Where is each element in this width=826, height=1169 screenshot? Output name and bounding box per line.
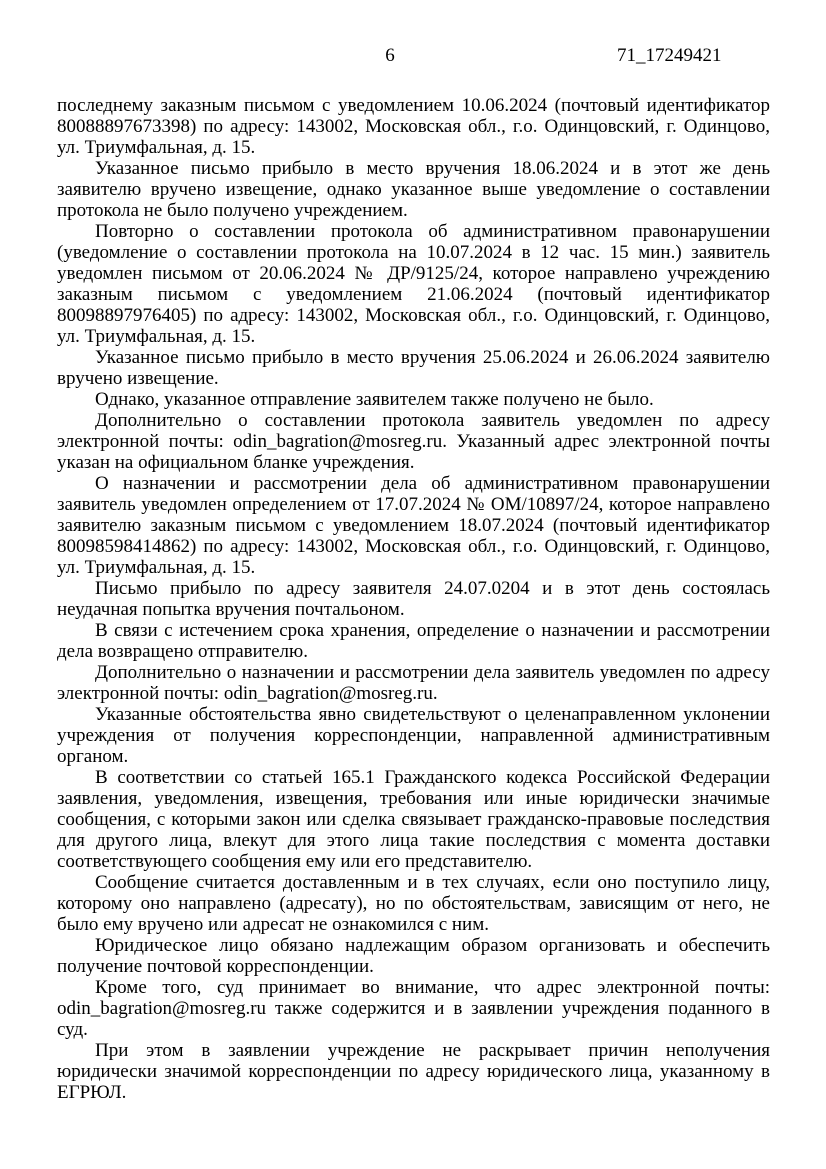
- case-number: 71_17249421: [617, 45, 722, 66]
- paragraph: Кроме того, суд принимает во внимание, что адрес электронной почты: odin_bagration@mosreg.ru также содержится и в заявлении учреждения поданного в суд.: [57, 977, 770, 1040]
- paragraph: Повторно о составлении протокола об административном правонарушении (уведомление о составлении протокола на 10.07.2024 в 12 час. 15 мин.) заявитель уведомлен письмом от 20.06.2024 № ДР/9125/24, которое направлено учреждению заказным письмом с уведомлением 21.06.2024 (почтовый идентификатор 80098897976405) по адресу: 143002, Московская обл., г.о. Одинцовский, г. Одинцово, ул. Триумфальная, д. 15.: [57, 221, 770, 347]
- document-body: [57, 95, 770, 1103]
- paragraph: Однако, указанное отправление заявителем также получено не было.: [95, 389, 654, 410]
- paragraph: При этом в заявлении учреждение не раскрывает причин неполучения юридически значимой корреспонденции по адресу юридического лица, указанному в ЕГРЮЛ.: [57, 1040, 770, 1103]
- paragraph: Дополнительно о составлении протокола заявитель уведомлен по адресу электронной почты: odin_bagration@mosreg.ru. Указанный адрес электронной почты указан на официальном бланке учреждения.: [57, 410, 770, 473]
- paragraph: Юридическое лицо обязано надлежащим образом организовать и обеспечить получение почтовой корреспонденции.: [57, 935, 770, 977]
- paragraph: Сообщение считается доставленным и в тех случаях, если оно поступило лицу, которому оно направлено (адресату), но по обстоятельствам, зависящим от него, не было ему вручено или адресат не ознакомился с ним.: [57, 872, 770, 935]
- paragraph: Письмо прибыло по адресу заявителя 24.07.0204 и в этот день состоялась неудачная попытка вручения почтальоном.: [57, 578, 770, 620]
- paragraph: Указанное письмо прибыло в место вручения 25.06.2024 и 26.06.2024 заявителю вручено извещение.: [57, 347, 770, 389]
- paragraph: Дополнительно о назначении и рассмотрении дела заявитель уведомлен по адресу электронной почты: odin_bagration@mosreg.ru.: [57, 662, 770, 704]
- page-header: [0, 45, 826, 69]
- paragraph: В связи с истечением срока хранения, определение о назначении и рассмотрении дела возвращено отправителю.: [57, 620, 770, 662]
- paragraph-continuation: последнему заказным письмом с уведомлением 10.06.2024 (почтовый идентификатор 80088897673398) по адресу: 143002, Московская обл., г.о. Одинцовский, г. Одинцово, ул. Триумфальная, д. 15.: [57, 95, 770, 158]
- paragraph: Указанное письмо прибыло в место вручения 18.06.2024 и в этот же день заявителю вручено извещение, однако указанное выше уведомление о составлении протокола не было получено учреждением.: [57, 158, 770, 221]
- page-number: 6: [385, 45, 395, 66]
- paragraph: Указанные обстоятельства явно свидетельствуют о целенаправленном уклонении учреждения от получения корреспонденции, направленной административным органом.: [57, 704, 770, 767]
- paragraph: О назначении и рассмотрении дела об административном правонарушении заявитель уведомлен определением от 17.07.2024 № ОМ/10897/24, которое направлено заявителю заказным письмом с уведомлением 18.07.2024 (почтовый идентификатор 80098598414862) по адресу: 143002, Московская обл., г.о. Одинцовский, г. Одинцово, ул. Триумфальная, д. 15.: [57, 473, 770, 578]
- paragraph: В соответствии со статьей 165.1 Гражданского кодекса Российской Федерации заявления, уведомления, извещения, требования или иные юридически значимые сообщения, с которыми закон или сделка связывает гражданско-правовые последствия для другого лица, влекут для этого лица такие последствия с момента доставки соответствующего сообщения ему или его представителю.: [57, 767, 770, 872]
